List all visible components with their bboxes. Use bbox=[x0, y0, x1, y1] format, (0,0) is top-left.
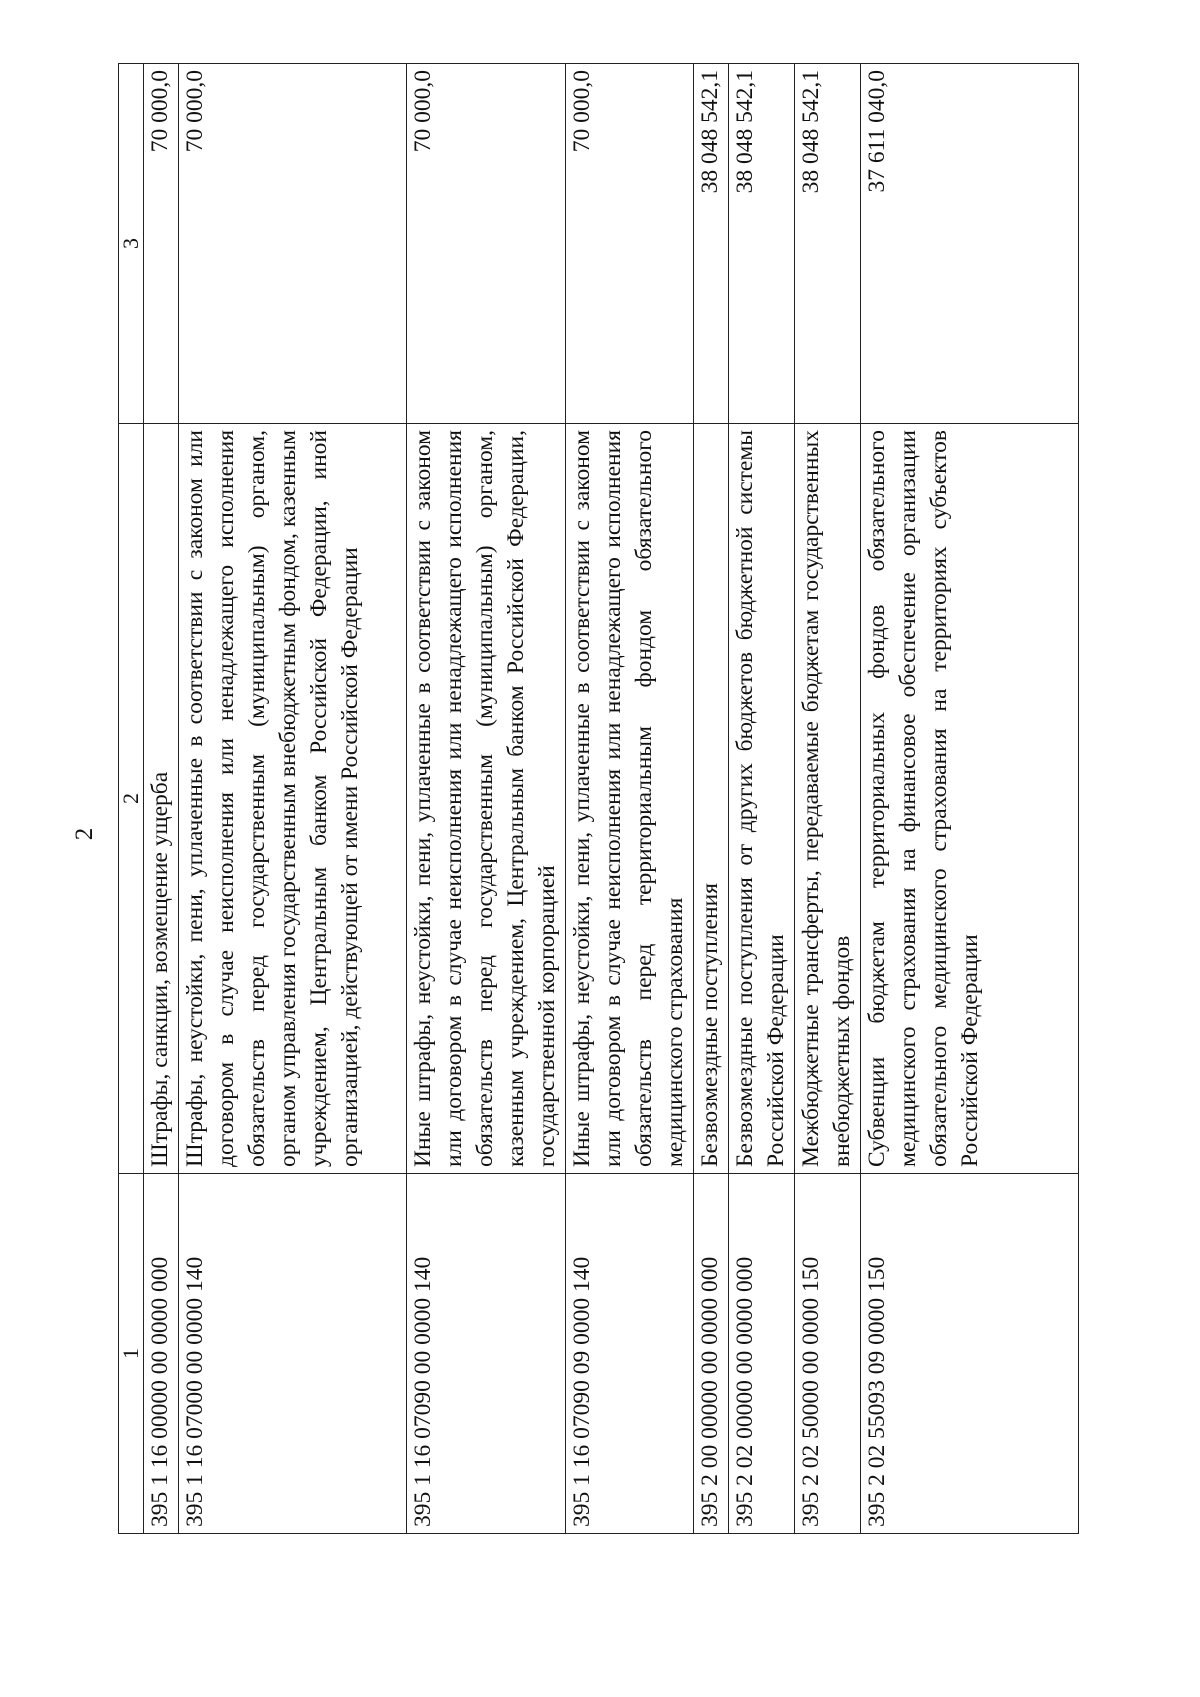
row-code: 395 2 00 00000 00 0000 000 bbox=[694, 1174, 729, 1534]
row-description: Штрафы, санкции, возмещение ущерба bbox=[144, 424, 179, 1174]
row-code: 395 2 02 50000 00 0000 150 bbox=[795, 1174, 861, 1534]
row-description: Субвенции бюджетам территориальных фондов обязательного медицинского страхования на финансовое обеспечение организации обязательного медицинского страхования на территориях субъектов Российской Федерации bbox=[861, 424, 1079, 1174]
table-header-row bbox=[119, 64, 144, 1534]
row-description: Иные штрафы, неустойки, пени, уплаченные в соответствии с законом или договором в случае неисполнения или ненадлежащего исполнения обязательств перед государственным (муниципальным) органом, казенным учреждением, Центральным банком Российской Федерации, государственной корпорацией bbox=[407, 424, 566, 1174]
row-code: 395 1 16 07000 00 0000 140 bbox=[179, 1174, 407, 1534]
column-header-description: 2 bbox=[119, 424, 144, 1174]
column-header-code: 1 bbox=[119, 1174, 144, 1534]
table-row bbox=[566, 64, 694, 1534]
row-amount: 38 048 542,1 bbox=[795, 64, 861, 424]
row-code: 395 2 02 55093 09 0000 150 bbox=[861, 1174, 1079, 1534]
row-code: 395 1 16 07090 00 0000 140 bbox=[407, 1174, 566, 1534]
row-code: 395 1 16 00000 00 0000 000 bbox=[144, 1174, 179, 1534]
row-description: Иные штрафы, неустойки, пени, уплаченные в соответствии с законом или договором в случае неисполнения или ненадлежащего исполнения обязательств перед территориальным фондом обязательного медицинского страхования bbox=[566, 424, 694, 1174]
row-description: Штрафы, неустойки, пени, уплаченные в соответствии с законом или договором в случае неисполнения или ненадлежащего исполнения обязательств перед государственным (муниципальным) органом, органом управления государственным внебюджетным фондом, казенным учреждением, Центральным банком Российской Федерации, иной организацией, действующей от имени Российской Федерации bbox=[179, 424, 407, 1174]
row-amount: 70 000,0 bbox=[566, 64, 694, 424]
table-row bbox=[861, 64, 1079, 1534]
row-amount: 37 611 040,0 bbox=[861, 64, 1079, 424]
row-code: 395 2 02 00000 00 0000 000 bbox=[729, 1174, 795, 1534]
table-row bbox=[407, 64, 566, 1534]
row-code: 395 1 16 07090 09 0000 140 bbox=[566, 1174, 694, 1534]
table-row bbox=[729, 64, 795, 1534]
page-number: 2 bbox=[71, 827, 98, 841]
row-amount: 38 048 542,1 bbox=[694, 64, 729, 424]
row-amount: 70 000,0 bbox=[407, 64, 566, 424]
row-amount: 70 000,0 bbox=[179, 64, 407, 424]
row-amount: 38 048 542,1 bbox=[729, 64, 795, 424]
table-row bbox=[179, 64, 407, 1534]
row-description: Безвозмездные поступления от других бюджетов бюджетной системы Российской Федерации bbox=[729, 424, 795, 1174]
row-amount: 70 000,0 bbox=[144, 64, 179, 424]
budget-revenue-table bbox=[118, 63, 1079, 1534]
row-description: Безвозмездные поступления bbox=[694, 424, 729, 1174]
rotated-table-container bbox=[118, 64, 1068, 1534]
table-row bbox=[795, 64, 861, 1534]
column-header-amount: 3 bbox=[119, 64, 144, 424]
table-row bbox=[144, 64, 179, 1534]
row-description: Межбюджетные трансферты, передаваемые бюджетам государственных внебюджетных фондов bbox=[795, 424, 861, 1174]
table-row bbox=[694, 64, 729, 1534]
